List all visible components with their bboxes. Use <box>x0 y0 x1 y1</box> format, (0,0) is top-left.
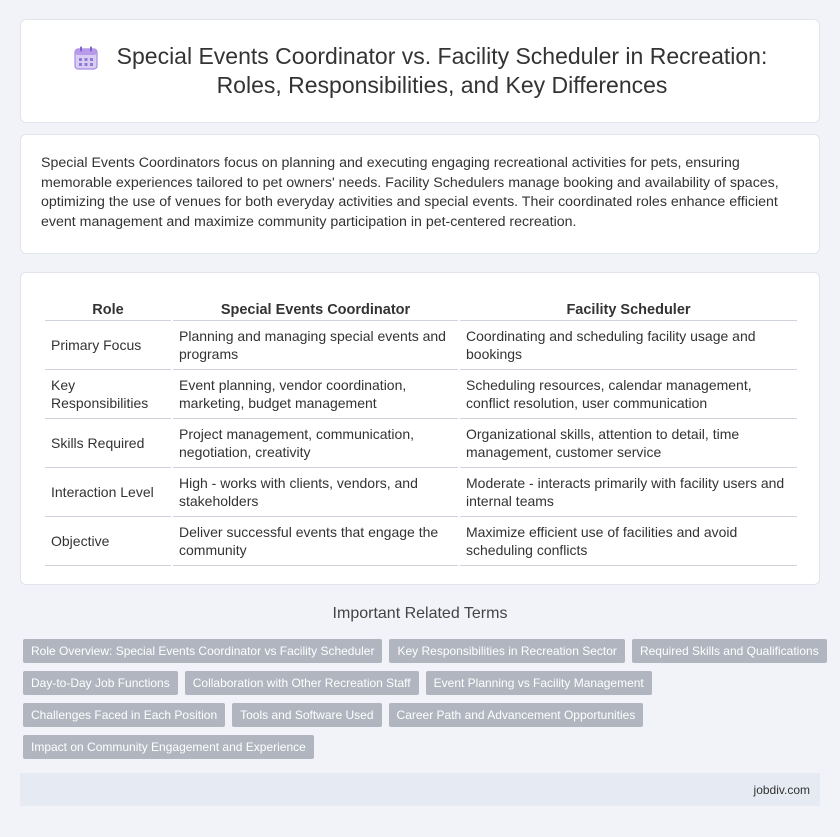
table-cell-scheduler: Scheduling resources, calendar management, conflict resolution, user communication <box>460 370 797 419</box>
related-term-tag[interactable]: Career Path and Advancement Opportunities <box>389 703 644 727</box>
related-terms-title: Important Related Terms <box>332 605 508 622</box>
table-cell-role: Skills Required <box>45 419 171 468</box>
table-row <box>45 468 797 517</box>
table-cell-coordinator: Planning and managing special events and programs <box>173 321 458 370</box>
page-title <box>117 42 768 100</box>
table-cell-coordinator: High - works with clients, vendors, and stakeholders <box>173 468 458 517</box>
comparison-card <box>20 272 820 585</box>
related-term-tag[interactable]: Day-to-Day Job Functions <box>23 671 178 695</box>
calendar-icon <box>73 45 99 71</box>
table-cell-role: Primary Focus <box>45 321 171 370</box>
table-cell-coordinator: Deliver successful events that engage the community <box>173 517 458 566</box>
footer-site-link[interactable]: jobdiv.com <box>753 782 810 797</box>
table-row <box>45 321 797 370</box>
related-term-tag[interactable]: Impact on Community Engagement and Experience <box>23 735 314 759</box>
table-row <box>45 517 797 566</box>
table-header-row <box>45 297 797 321</box>
column-header-coordinator: Special Events Coordinator <box>173 297 458 321</box>
table-cell-role: Interaction Level <box>45 468 171 517</box>
related-term-tag[interactable]: Role Overview: Special Events Coordinator vs Facility Scheduler <box>23 639 382 663</box>
column-header-scheduler: Facility Scheduler <box>460 297 797 321</box>
related-term-tag[interactable]: Tools and Software Used <box>232 703 381 727</box>
table-cell-coordinator: Project management, communication, negotiation, creativity <box>173 419 458 468</box>
table-cell-scheduler: Coordinating and scheduling facility usage and bookings <box>460 321 797 370</box>
table-cell-coordinator: Event planning, vendor coordination, marketing, budget management <box>173 370 458 419</box>
related-term-tag[interactable]: Collaboration with Other Recreation Staff <box>185 671 419 695</box>
table-row <box>45 419 797 468</box>
page-title-line-2: Roles, Responsibilities, and Key Differences <box>216 72 668 98</box>
table-cell-role: Objective <box>45 517 171 566</box>
related-term-tag[interactable]: Required Skills and Qualifications <box>632 639 827 663</box>
table-row <box>45 370 797 419</box>
page-title-line-1: Special Events Coordinator vs. Facility Scheduler in Recreation: <box>116 43 768 69</box>
table-cell-scheduler: Moderate - interacts primarily with facility users and internal teams <box>460 468 797 517</box>
footer <box>20 773 820 806</box>
table-cell-scheduler: Maximize efficient use of facilities and avoid scheduling conflicts <box>460 517 797 566</box>
column-header-role: Role <box>45 297 171 321</box>
related-term-tag[interactable]: Challenges Faced in Each Position <box>23 703 225 727</box>
intro-paragraph: Special Events Coordinators focus on planning and executing engaging recreational activities for pets, ensuring memorable experiences tailored to pet owners' needs. Facility Schedulers manage booking and availability of spaces, optimizing the use of venues for both everyday activities and special events. Their coordinated roles enhance efficient event management and maximize community participation in pet-centered recreation. <box>41 155 779 230</box>
related-terms-list <box>23 639 823 767</box>
related-term-tag[interactable]: Event Planning vs Facility Management <box>426 671 652 695</box>
header-card <box>20 19 820 123</box>
comparison-table <box>43 297 799 566</box>
related-term-tag[interactable]: Key Responsibilities in Recreation Sector <box>389 639 624 663</box>
table-cell-role: Key Responsibilities <box>45 370 171 419</box>
intro-card <box>20 134 820 254</box>
table-cell-scheduler: Organizational skills, attention to detail, time management, customer service <box>460 419 797 468</box>
